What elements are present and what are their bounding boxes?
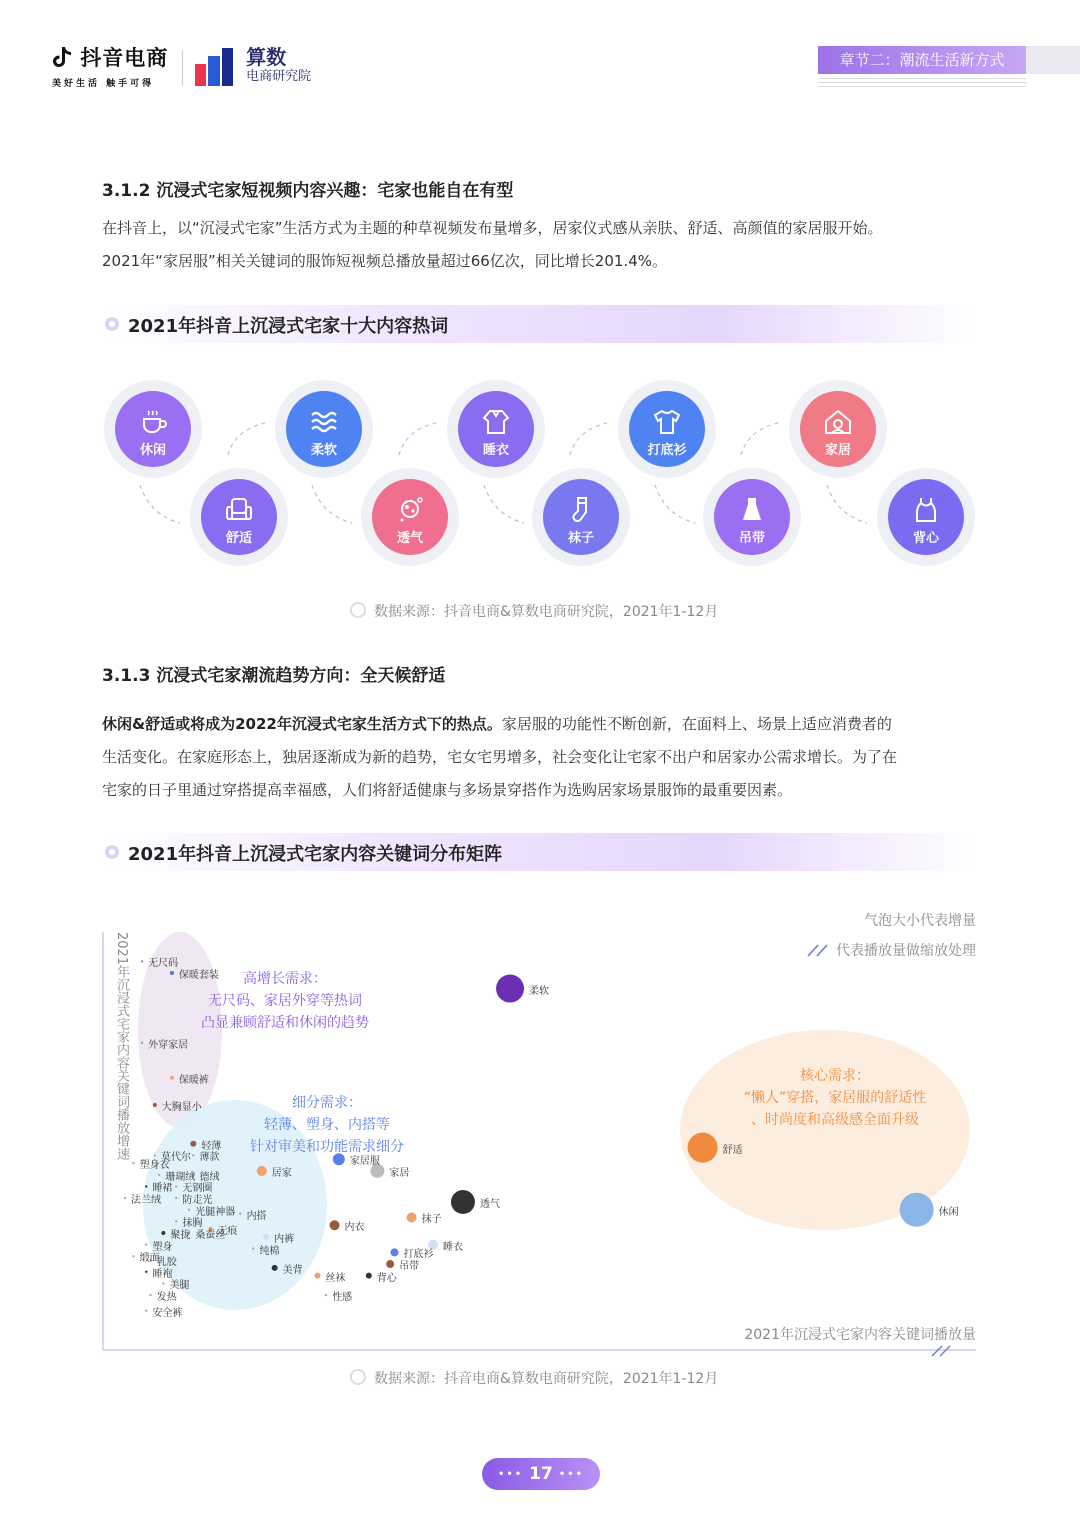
bubbles-icon [394,495,426,525]
sock-icon [565,495,597,525]
point-label: 吊带 [399,1261,420,1273]
hotword-bubble [372,479,448,555]
suanshu-bars-icon [195,46,235,86]
source-text: 数据来源：抖音电商&算数电商研究院，2021年1-12月 [374,604,719,620]
point-label: 德绒 [199,1171,220,1183]
point-label: 乳胶 [156,1257,177,1269]
scatter-point [688,1133,718,1163]
point-label: 安全裤 [152,1307,183,1319]
scatter-point [170,971,174,975]
hotword-bubble [458,391,534,467]
point-label: 大胸显小 [161,1101,202,1113]
y-axis-label: 2021年沉浸式宅家内容关键词播放增速 [114,932,129,1161]
source-note-1 [350,601,718,621]
hotword-label: 休闲 [139,443,166,458]
coffee-cup-icon [137,407,169,437]
chapter-tag: 章节二：潮流生活新方式 [818,46,1026,74]
scatter-point [900,1193,934,1227]
hotwords-banner-title: 2021年抖音上沉浸式宅家十大内容热词 [128,316,449,337]
scale-slash-icon [806,943,832,957]
scatter-point [366,1273,372,1279]
matrix-banner-title: 2021年抖音上沉浸式宅家内容关键词分布矩阵 [128,844,503,865]
point-label: 抹胸 [182,1218,203,1230]
point-label: 内搭 [246,1210,267,1222]
point-label: 舒适 [722,1144,743,1156]
point-label: 纯棉 [259,1245,280,1257]
pajamas-icon [480,407,512,437]
scatter-point [124,1197,126,1199]
hotword-5 [447,380,545,478]
note-high-growth [200,968,370,1034]
connector-arc [399,423,436,455]
hotword-6 [532,468,630,566]
hotword-label: 袜子 [567,531,594,546]
point-label: 无钢圈 [182,1183,213,1195]
scatter-point [192,1154,194,1156]
banner-dot-icon [105,845,119,859]
source-note-2 [350,1368,718,1388]
paragraph-line: 宅家的日子里通过穿搭提高幸福感，人们将舒适健康与多场景穿搭作为选购居家场景服饰的最重要因素。 [102,781,793,799]
scatter-point [325,1294,327,1296]
point-label: 丝袜 [325,1272,346,1284]
hotword-2 [190,468,288,566]
paragraph-line: 2021年“家居服”相关关键词的服饰短视频总播放量超过66亿次，同比增长201.4%。 [102,252,668,270]
scatter-point [175,1197,177,1199]
dress-icon [736,495,768,525]
scatter-point [314,1273,320,1279]
hotword-9 [789,380,887,478]
note-line: “懒人”穿搭，家居服的舒适性 [743,1090,927,1106]
scatter-point [175,1185,177,1187]
note-line: 凸显兼顾舒适和休闲的趋势 [201,1015,369,1031]
point-label: 防走光 [182,1195,213,1207]
section-312-paragraph [102,212,982,278]
hotword-7 [618,380,716,478]
point-label: 美腿 [169,1280,190,1292]
scatter-point [132,1162,134,1164]
scatter-point [407,1212,417,1222]
point-label: 塑身衣 [139,1160,170,1172]
axis-break-icon [932,1346,950,1356]
point-label: 外穿家居 [148,1039,189,1051]
point-label: 居家 [271,1167,292,1179]
section-313-paragraph [102,708,982,807]
scatter-point [149,1294,151,1296]
hotword-label: 家居 [824,443,851,458]
note-line: 高增长需求： [243,971,327,987]
page-number-pill [482,1458,600,1490]
paragraph-bold-lead: 休闲&舒适或将成为2022年沉浸式宅家生活方式下的热点。 [102,715,502,733]
dots-icon: ••• [558,1469,585,1480]
point-label: 塑身 [152,1241,173,1253]
scatter-point [162,1282,164,1284]
scatter-point [496,975,524,1003]
scatter-point [141,1042,143,1044]
paragraph-line: 生活变化。在家庭形态上，独居逐渐成为新的趋势，宅女宅男增多，社会变化让宅家不出户和居家办公需求增长。为了在 [102,748,898,766]
hotword-bubble [286,391,362,467]
point-label: 桑蚕丝 [195,1230,226,1241]
home-icon [822,407,854,437]
note-line: 细分需求： [292,1095,362,1111]
note-segment [242,1092,412,1158]
section-title-313: 3.1.3 沉浸式宅家潮流趋势方向：全天候舒适 [102,666,446,686]
scatter-point [145,1271,147,1273]
hotword-bubble [629,391,705,467]
hotwords-banner [102,305,978,343]
point-label: 莫代尔 [161,1152,191,1164]
point-label: 透气 [479,1198,500,1210]
chapter-tag-tail [1026,46,1080,74]
point-label: 睡裙 [152,1183,173,1195]
scatter-point [263,1234,269,1240]
banner-dot-icon [105,317,119,331]
legend-scale-text: 代表播放量做缩放处理 [836,943,976,959]
note-line: 针对审美和功能需求细分 [250,1139,404,1155]
scatter-point [239,1212,241,1214]
connector-arc [741,423,778,455]
hotword-3 [275,380,373,478]
douyin-title: 抖音电商 [80,46,169,70]
suanshu-logo [195,46,311,86]
note-line: 轻薄、塑身、内搭等 [264,1117,390,1133]
point-label: 背心 [376,1272,397,1284]
source-text: 数据来源：抖音电商&算数电商研究院，2021年1-12月 [374,1371,719,1387]
page-number: 17 [529,1464,553,1484]
douyin-logo [52,42,168,89]
source-icon [350,1369,366,1385]
scatter-point [390,1248,398,1256]
hotword-label: 舒适 [225,531,252,546]
keyword-matrix-chart [0,890,1080,1370]
section-title-312: 3.1.2 沉浸式宅家短视频内容兴趣：宅家也能自在有型 [102,181,514,201]
point-label: 缎面 [139,1253,160,1265]
point-label: 睡袍 [152,1268,173,1280]
point-label: 美背 [282,1264,303,1276]
douyin-note-icon [52,46,72,68]
note-line: 、时尚度和高级感全面升级 [751,1112,919,1128]
matrix-banner [102,833,978,871]
point-label: 保暖裤 [178,1074,209,1086]
connector-arc [655,485,695,523]
scatter-point [188,1209,190,1211]
hotword-label: 打底衫 [647,443,687,458]
suanshu-subtitle: 电商研究院 [246,69,312,84]
point-label: 薄款 [199,1152,220,1164]
point-label: 性感 [332,1292,353,1304]
tshirt-icon [651,407,683,437]
point-label: 内衣 [344,1222,365,1234]
scatter-point [272,1265,278,1271]
scatter-point [145,1243,147,1245]
hotword-bubble [800,391,876,467]
point-label: 法兰绒 [131,1195,162,1207]
point-label: 保暖套装 [178,970,219,982]
scatter-point [145,1309,147,1311]
scatter-point [386,1260,394,1268]
note-line: 核心需求： [800,1068,870,1084]
hotword-label: 吊带 [738,531,765,546]
point-label: 休闲 [938,1206,959,1218]
hotword-1 [104,380,202,478]
point-label: 打底衫 [403,1249,434,1261]
point-label: 无痕 [217,1226,238,1238]
scatter-point [158,1174,160,1176]
connector-arc [228,423,265,455]
note-line: 无尺码、家居外穿等热词 [208,993,362,1009]
hotword-bubble [714,479,790,555]
scatter-point [252,1247,254,1249]
connector-arc [484,485,524,523]
hotword-4 [361,468,459,566]
point-label: 抹子 [421,1214,442,1226]
waves-icon [308,407,340,437]
hotword-10 [877,468,975,566]
armchair-icon [223,495,255,525]
dots-icon: ••• [497,1469,524,1480]
logo-divider [182,50,183,86]
chapter-decor-lines [818,78,1026,90]
paragraph-text: 家居服的功能性不断创新，在面料上、场景上适应消费者的 [501,715,892,733]
scatter-point [161,1231,165,1235]
x-axis-label: 2021年沉浸式宅家内容关键词播放量 [744,1327,976,1343]
suanshu-title: 算数 [246,45,287,69]
connector-arc [140,485,180,523]
hotword-bubble [543,479,619,555]
hotword-label: 背心 [912,531,939,546]
hotword-label: 透气 [396,531,423,546]
point-label: 家居服 [349,1156,380,1168]
scatter-point [451,1190,475,1214]
hotword-8 [703,468,801,566]
point-label: 聚拢 [170,1230,191,1241]
scatter-point [145,1185,147,1187]
point-label: 无尺码 [148,958,179,970]
douyin-slogan: 美好生活 触手可得 [52,79,155,89]
connector-arc [827,485,867,523]
point-label: 内裤 [274,1233,295,1245]
hotword-label: 柔软 [310,443,337,458]
point-label: 轻薄 [201,1140,222,1152]
point-label: 家居 [389,1167,410,1179]
paragraph-line: 在抖音上，以“沉浸式宅家”生活方式为主题的种草视频发布量增多，居家仪式感从亲肤、舒适、高颜值的家居服开始。 [102,219,883,237]
hotword-label: 睡衣 [482,443,509,458]
hotword-bubble [201,479,277,555]
scatter-point [153,1103,157,1107]
point-label: 柔软 [529,985,550,997]
scatter-point [170,1076,174,1080]
point-label: 珊瑚绒 [165,1171,196,1183]
note-core [730,1065,940,1131]
source-icon [350,602,366,618]
point-label: 光腿神器 [195,1206,236,1218]
scatter-point [330,1220,340,1230]
vest-icon [910,495,942,525]
scatter-point [132,1255,134,1257]
scatter-point [175,1220,177,1222]
scatter-point [190,1141,196,1147]
connector-arc [570,423,607,455]
legend-size: 气泡大小代表增量 [864,913,976,929]
point-label: 睡衣 [443,1241,463,1253]
hotword-bubble [115,391,191,467]
legend-scale [800,940,976,960]
scatter-point [141,960,143,962]
point-label: 发热 [156,1292,177,1304]
scatter-point [257,1166,267,1176]
hotword-bubble [888,479,964,555]
connector-arc [312,485,352,523]
